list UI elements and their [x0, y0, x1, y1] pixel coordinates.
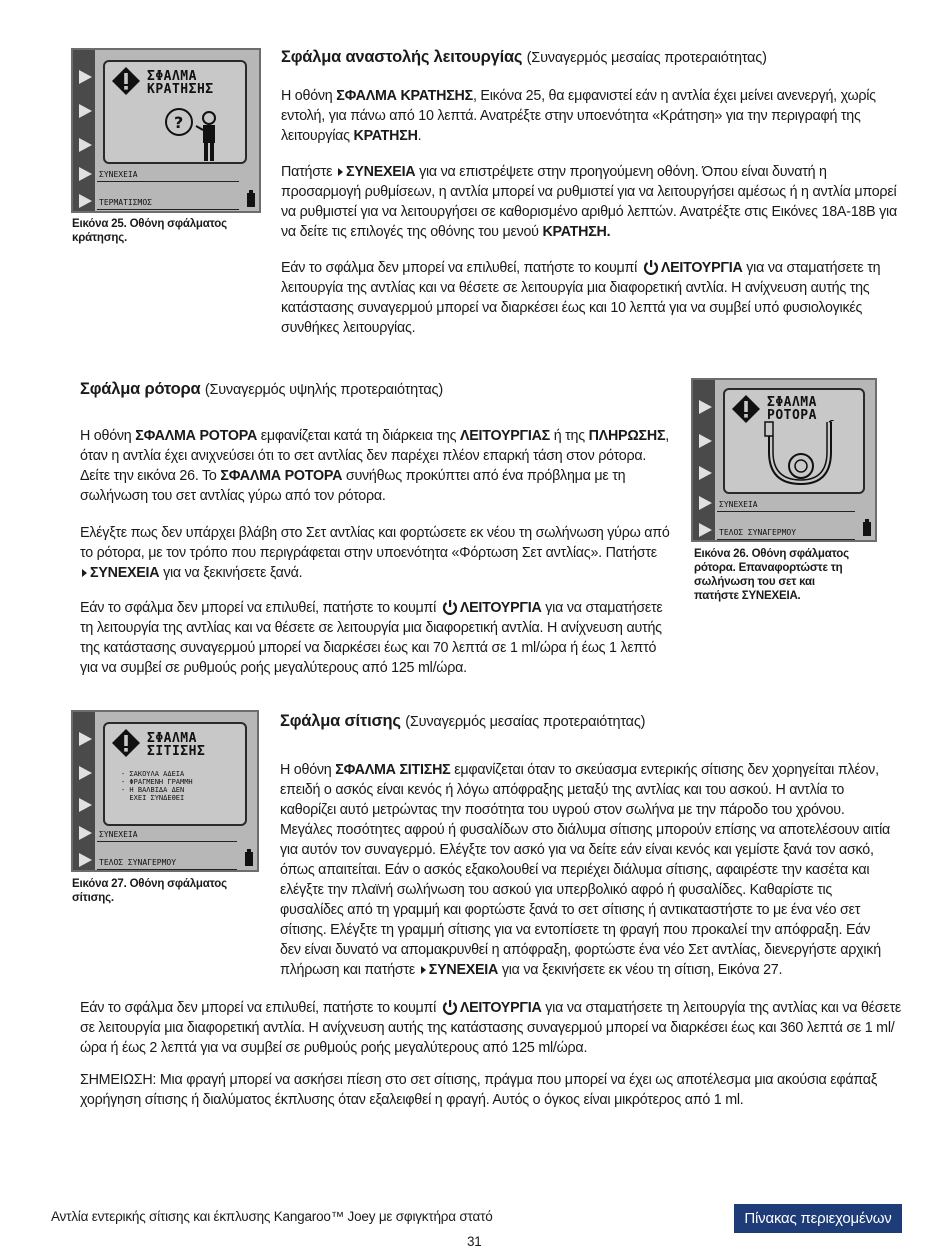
end-soft-key-label: ΤΕΛΟΣ ΣΥΝΑΓΕΡΜΟΥ: [99, 858, 177, 867]
figure-26-caption: Εικόνα 26. Οθόνη σφάλματος ρότορα. Επαναφορτώστε τη σωλήνωση του σετ και πατήστε ΣΥΝΕΧΕΙΑ.: [694, 548, 849, 602]
play-triangle-icon: [82, 569, 87, 577]
page-number: 31: [467, 1234, 482, 1249]
warning-diamond-icon: [111, 66, 141, 96]
soft-key-arrow-icon: [76, 165, 94, 183]
power-icon: [643, 259, 659, 275]
end-soft-key-label: ΤΕΡΜΑΤΙΣΜΟΣ: [99, 198, 152, 207]
soft-key-arrow-icon: [76, 851, 94, 869]
play-triangle-icon: [338, 168, 343, 176]
paragraph: Εάν το σφάλμα δεν μπορεί να επιλυθεί, πατήστε το κουμπί ΛΕΙΤΟΥΡΓΙΑ για να σταματήσετε τη λειτουργία της αντλίας και να θέσετε σε λειτουργία μια διαφορετική αντλία. Η ανίχνευση αυτής της κατάστασης συναγερμού μπορεί να διαρκέσει έως και 70 λεπτά σε 1 ml/ώρα ή έως 1 λεπτό για να συμβεί σε ρυθμούς ροής μεγαλύτερους από 125 ml/ώρα.: [80, 600, 663, 676]
soft-key-arrow-icon: [76, 136, 94, 154]
heading-text: Σφάλμα ρότορα: [80, 380, 201, 398]
soft-key-arrow-icon: [696, 432, 714, 450]
soft-key-arrow-icon: [696, 521, 714, 539]
paragraph: Ελέγξτε πως δεν υπάρχει βλάβη στο Σετ αντλίας και φορτώσετε εκ νέου τη σωλήνωση γύρω από το ρότορα, με τον τρόπο που περιγράφεται στην υποενότητα «Φόρτωση Σετ αντλίας». Πατήστε ΣΥΝΕΧΕΙΑ για να ξεκινήσετε ξανά.: [80, 525, 670, 581]
section-heading-feed-error: [280, 712, 645, 731]
note-paragraph: ΣΗΜΕΙΩΣΗ: Μια φραγή μπορεί να ασκήσει πίεση στο σετ σίτισης, πράγμα που μπορεί να έχει ως αποτέλεσμα μια ακούσια εφάπαξ χορήγηση σίτισης ή διαλύματος έκπλυσης όταν εξαλειφθεί η φραγή. Αυτός ο όγκος είναι μικρότερος από 1 ml.: [80, 1072, 877, 1108]
screen-title: ΣΦΑΛΜΑ ΣΙΤΙΣΗΣ: [147, 731, 206, 759]
power-icon: [442, 599, 458, 615]
figure-25-caption: Εικόνα 25. Οθόνη σφάλματος κράτησης.: [72, 218, 227, 244]
figure-27-caption: Εικόνα 27. Οθόνη σφάλματος σίτισης.: [72, 878, 227, 904]
battery-icon: [863, 522, 871, 536]
priority-label: (Συναγερμός υψηλής προτεραιότητας): [204, 382, 443, 398]
heading-text: Σφάλμα αναστολής λειτουργίας: [281, 48, 523, 66]
continue-soft-key-label: ΣΥΝΕΧΕΙΑ: [99, 830, 138, 839]
paragraph: Η οθόνη ΣΦΑΛΜΑ ΣΙΤΙΣΗΣ εμφανίζεται όταν το σκεύασμα εντερικής σίτισης δεν χορηγείται πλέον, επειδή ο ασκός είναι κενός ή λόγω απόφραξης μεταξύ της αντλίας και του ασκού. Η αντλία το καθορίζει αυτό μετρώντας την ποσότητα του υγρού στον σωλήνα με την πάροδο του χρόνου. Μεγάλες ποσότητες αφρού ή φυσαλίδων στο διάλυμα σίτισης μπορούν επίσης να αποτελέσουν αιτία για αυτόν τον συναγερμό. Ελέγξτε τον ασκό για να δείτε εάν είναι κενός και γεμίστε ξανά τον ασκό, όπως απαιτείται. Εάν ο ασκός εξακολουθεί να περιέχει διάλυμα σίτισης, αφαιρέστε την κασέτα και ελέγξτε την πλαϊνή σωλήνωση του ασκού για υπερβολικό αφρό ή φυσαλίδες. Καθαρίστε τις φυσαλίδες από τη γραμμή και φορτώστε ξανά το σετ σίτισης ή αντικαταστήστε το με ένα νέο σετ σίτισης. Ελέγξτε τη γραμμή σίτισης για να εντοπίσετε τη φραγή που προκαλεί την απόφραξη. Εάν δεν είναι δυνατό να απομακρυνθεί η απόφραξη, φορτώστε ένα νέο Σετ αντλίας, διενεργήστε αρχική πλήρωση και πατήστε ΣΥΝΕΧΕΙΑ για να ξεκινήσετε εκ νέου τη σίτιση, Εικόνα 27.: [280, 762, 891, 978]
soft-key-arrow-icon: [696, 398, 714, 416]
divider: [97, 209, 239, 210]
paragraph: Η οθόνη ΣΦΑΛΜΑ ΡΟΤΟΡΑ εμφανίζεται κατά τη διάρκεια της ΛΕΙΤΟΥΡΓΙΑΣ ή της ΠΛΗΡΩΣΗΣ, όταν η αντλία έχει ανιχνεύσει ότι το σετ αντλίας δεν παρέχει πλέον επαρκή τάση στον ρότορα. Δείτε την εικόνα 26. Το ΣΦΑΛΜΑ ΡΟΤΟΡΑ συνήθως προκύπτει από ένα πρόβλημα με τη σωλήνωση του σετ αντλίας γύρω από τον ρότορα.: [80, 428, 670, 504]
section-heading-hold-error: [281, 48, 767, 67]
battery-icon: [245, 852, 253, 866]
continue-soft-key-label: ΣΥΝΕΧΕΙΑ: [99, 170, 138, 179]
paragraph: Εάν το σφάλμα δεν μπορεί να επιλυθεί, πατήστε το κουμπί ΛΕΙΤΟΥΡΓΙΑ για να σταματήσετε τη λειτουργία της αντλίας και να θέσετε σε λειτουργία μια διαφορετική αντλία. Η ανίχνευση αυτής της κατάστασης συναγερμού μπορεί να διαρκέσει έως και 10 λεπτά για να συμβεί υπό φυσιολογικές συνθήκες λειτουργίας.: [281, 260, 881, 336]
soft-key-arrow-icon: [76, 68, 94, 86]
continue-soft-key-label: ΣΥΝΕΧΕΙΑ: [719, 500, 758, 509]
divider: [717, 511, 855, 512]
footer-product-name: Αντλία εντερικής σίτισης και έκπλυσης Kangaroo™ Joey με σφιγκτήρα στατό: [51, 1209, 493, 1224]
table-of-contents-button[interactable]: Πίνακας περιεχομένων: [734, 1204, 902, 1233]
rotor-tubing-icon: [735, 420, 857, 492]
screen-title: ΣΦΑΛΜΑ ΡΟΤΟΡΑ: [767, 395, 817, 423]
soft-key-arrow-icon: [76, 192, 94, 210]
heading-text: Σφάλμα σίτισης: [280, 712, 401, 730]
soft-key-arrow-icon: [76, 796, 94, 814]
rotor-error-screen-figure: [691, 378, 877, 542]
waiting-person-icon: [161, 102, 231, 164]
paragraph: Πατήστε ΣΥΝΕΧΕΙΑ για να επιστρέψετε στην προηγούμενη οθόνη. Όπου είναι δυνατή η προσαρμογή ρυθμίσεων, η αντλία μπορεί να ρυθμιστεί για να λειτουργήσει αμέσως ή η αντλία μπορεί να ρυθμιστεί για να λειτουργήσει σε καθορισμένο αριθμό λεπτών. Ανατρέξτε στις Εικόνες 18A-18B για να δείτε τις επιλογές της οθόνης του μενού ΚΡΑΤΗΣΗ.: [281, 164, 897, 240]
divider: [97, 869, 237, 870]
end-soft-key-label: ΤΕΛΟΣ ΣΥΝΑΓΕΡΜΟΥ: [719, 528, 797, 537]
soft-key-arrow-icon: [76, 824, 94, 842]
soft-key-arrow-icon: [76, 764, 94, 782]
feed-error-screen-figure: [71, 710, 259, 872]
hold-error-screen-figure: [71, 48, 261, 213]
divider: [97, 841, 237, 842]
soft-key-arrow-icon: [696, 464, 714, 482]
paragraph: Η οθόνη ΣΦΑΛΜΑ ΚΡΑΤΗΣΗΣ, Εικόνα 25, θα εμφανιστεί εάν η αντλία έχει μείνει ανενεργή, χωρίς εντολή, για πάνω από 10 λεπτά. Ανατρέξτε στην υποενότητα «Κράτηση» για την περιγραφή της λειτουργίας ΚΡΑΤΗΣΗ.: [281, 88, 876, 144]
priority-label: (Συναγερμός μεσαίας προτεραιότητας): [405, 714, 646, 730]
soft-key-arrow-icon: [76, 102, 94, 120]
divider: [97, 181, 239, 182]
battery-icon: [247, 193, 255, 207]
error-reason-list: - ΣΑΚΟΥΛΑ ΑΔΕΙΑ - ΦΡΑΓΜΕΝΗ ΓΡΑΜΜΗ - Η ΒΑΛΒΙΔΑ ΔΕΝ ΕΧΕΙ ΣΥΝΔΕΘΕΙ: [121, 770, 193, 802]
section-heading-rotor-error: [80, 380, 443, 399]
warning-diamond-icon: [111, 728, 141, 758]
screen-title: ΣΦΑΛΜΑ ΚΡΑΤΗΣΗΣ: [147, 69, 214, 97]
power-icon: [442, 999, 458, 1015]
paragraph: Εάν το σφάλμα δεν μπορεί να επιλυθεί, πατήστε το κουμπί ΛΕΙΤΟΥΡΓΙΑ για να σταματήσετε τη λειτουργία της αντλίας και να θέσετε σε λειτουργία μια διαφορετική αντλία. Η ανίχνευση αυτής της κατάστασης συναγερμού μπορεί να διαρκέσει έως και 360 λεπτά σε 1 ml/ώρα ή έως 2 λεπτά για να συμβεί σε ρυθμούς ροής μεγαλύτερους από 125 ml/ώρα.: [80, 1000, 901, 1056]
priority-label: (Συναγερμός μεσαίας προτεραιότητας): [526, 50, 767, 66]
divider: [717, 539, 855, 540]
soft-key-arrow-icon: [696, 494, 714, 512]
svg-text:?: ?: [174, 113, 184, 132]
play-triangle-icon: [421, 966, 426, 974]
soft-key-arrow-icon: [76, 730, 94, 748]
